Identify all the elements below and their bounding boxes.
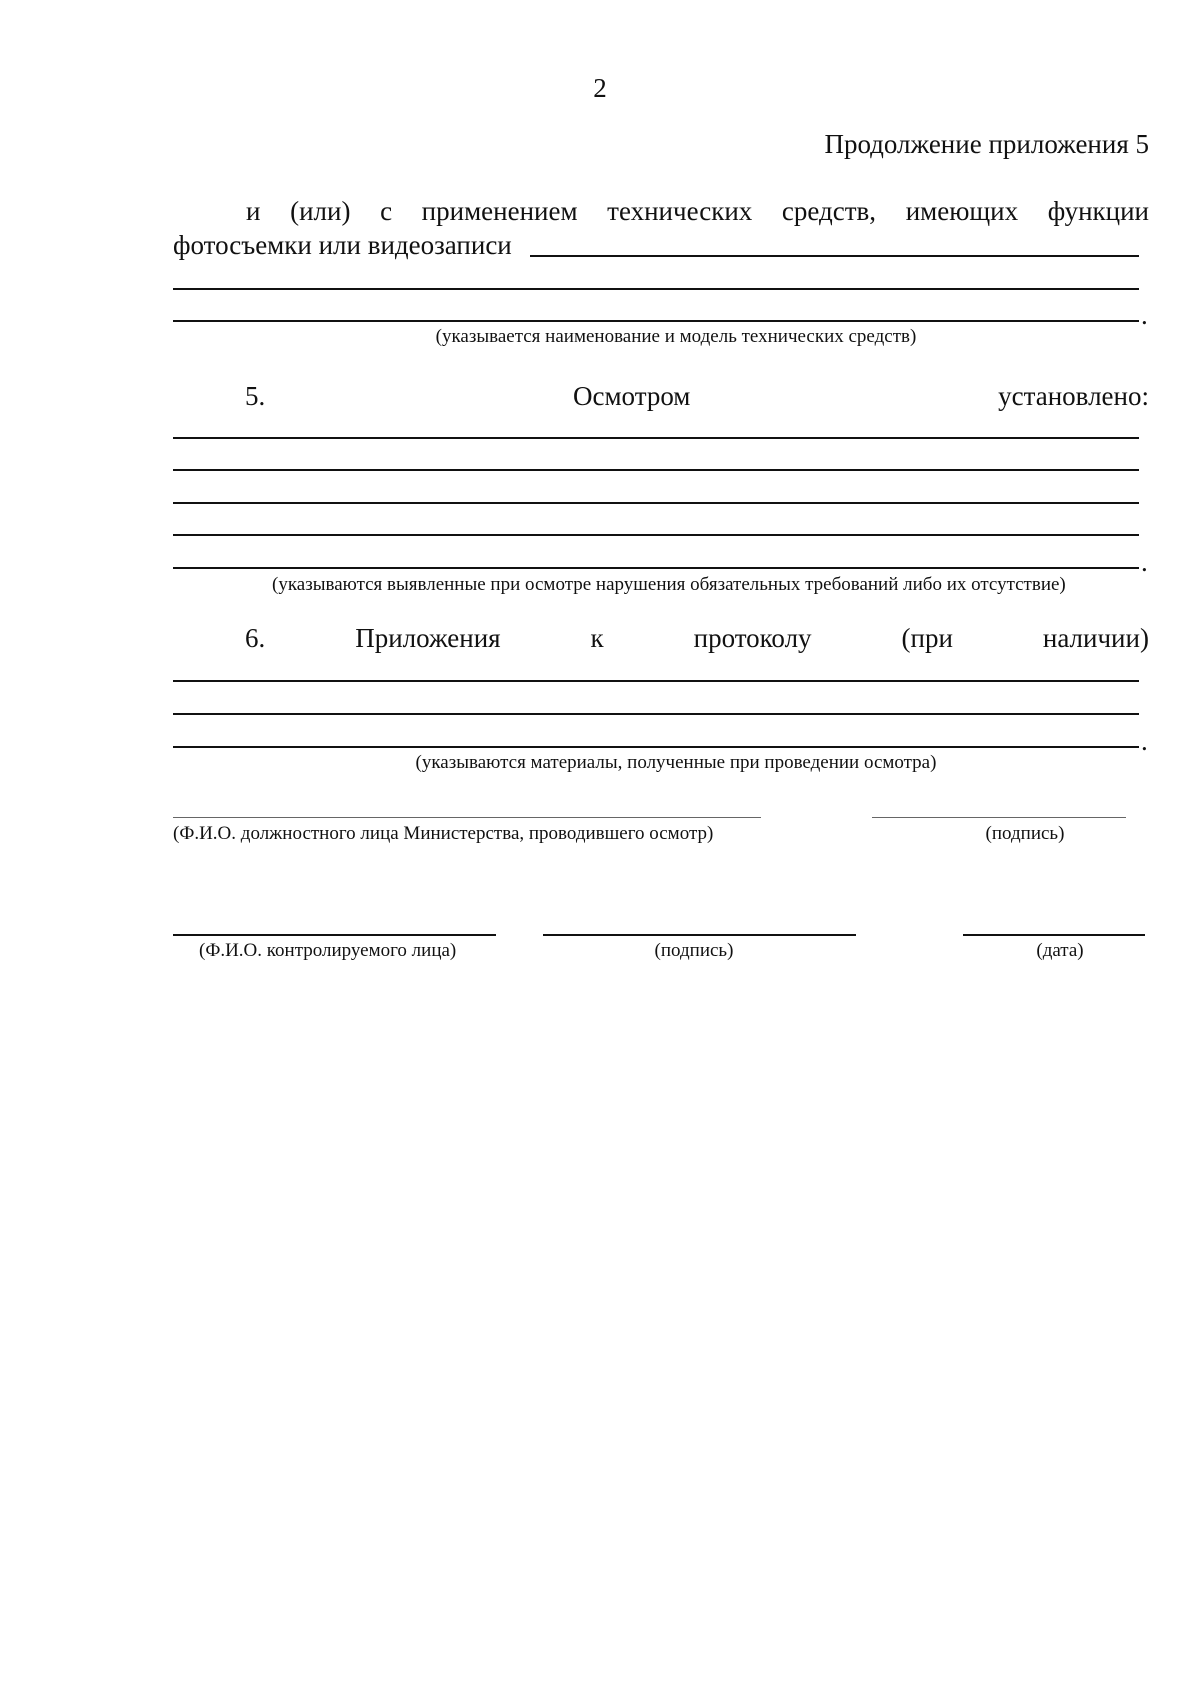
word: имеющих	[905, 196, 1019, 226]
word: с	[380, 196, 393, 226]
section5-heading	[245, 380, 1149, 412]
fill-line[interactable]	[173, 680, 1139, 682]
fill-line[interactable]	[173, 437, 1139, 439]
word: Приложения	[355, 623, 501, 653]
word: (при	[901, 623, 953, 653]
fill-line[interactable]	[173, 746, 1139, 748]
word: наличии)	[1042, 623, 1149, 653]
section5-caption: (указываются выявленные при осмотре нарушения обязательных требований либо их отсутствие)	[272, 574, 1066, 595]
official-signature-line[interactable]	[872, 817, 1126, 818]
line-end-dot: .	[1141, 300, 1148, 330]
word: установлено:	[998, 381, 1149, 411]
section6-caption: (указываются материалы, полученные при проведении осмотра)	[415, 752, 937, 773]
word: средств,	[781, 196, 877, 226]
word: технических	[607, 196, 753, 226]
official-name-line[interactable]	[173, 817, 761, 818]
appendix-header: Продолжение приложения 5	[824, 129, 1149, 159]
section4-line2: фотосъемки или видеозаписи	[173, 230, 512, 260]
fill-line[interactable]	[173, 713, 1139, 715]
controlled-name-label: (Ф.И.О. контролируемого лица)	[199, 940, 457, 961]
word: Осмотром	[572, 381, 691, 411]
line-end-dot: .	[1141, 726, 1148, 756]
fill-line[interactable]	[173, 320, 1139, 322]
section4-caption: (указывается наименование и модель технических средств)	[435, 326, 917, 347]
fill-line[interactable]	[173, 288, 1139, 290]
word: к	[590, 623, 604, 653]
controlled-name-line[interactable]	[173, 934, 496, 936]
word: применением	[421, 196, 578, 226]
page-number: 2	[593, 73, 607, 103]
line-end-dot: .	[1141, 547, 1148, 577]
fill-line[interactable]	[173, 502, 1139, 504]
word: протоколу	[693, 623, 812, 653]
controlled-date-label: (дата)	[1036, 940, 1084, 961]
official-name-label: (Ф.И.О. должностного лица Министерства, проводившего осмотр)	[173, 823, 714, 844]
word: и	[246, 196, 261, 226]
controlled-signature-label: (подпись)	[654, 940, 734, 961]
fill-line[interactable]	[530, 255, 1139, 257]
word: функции	[1047, 196, 1149, 226]
controlled-date-line[interactable]	[963, 934, 1145, 936]
official-signature-label: (подпись)	[985, 823, 1065, 844]
fill-line[interactable]	[173, 567, 1139, 569]
section6-heading	[245, 622, 1149, 654]
fill-line[interactable]	[173, 534, 1139, 536]
section-number: 6.	[245, 623, 266, 653]
controlled-signature-line[interactable]	[543, 934, 856, 936]
fill-line[interactable]	[173, 469, 1139, 471]
section-number: 5.	[245, 381, 266, 411]
word: (или)	[290, 196, 351, 226]
section4-line1	[246, 195, 1149, 227]
